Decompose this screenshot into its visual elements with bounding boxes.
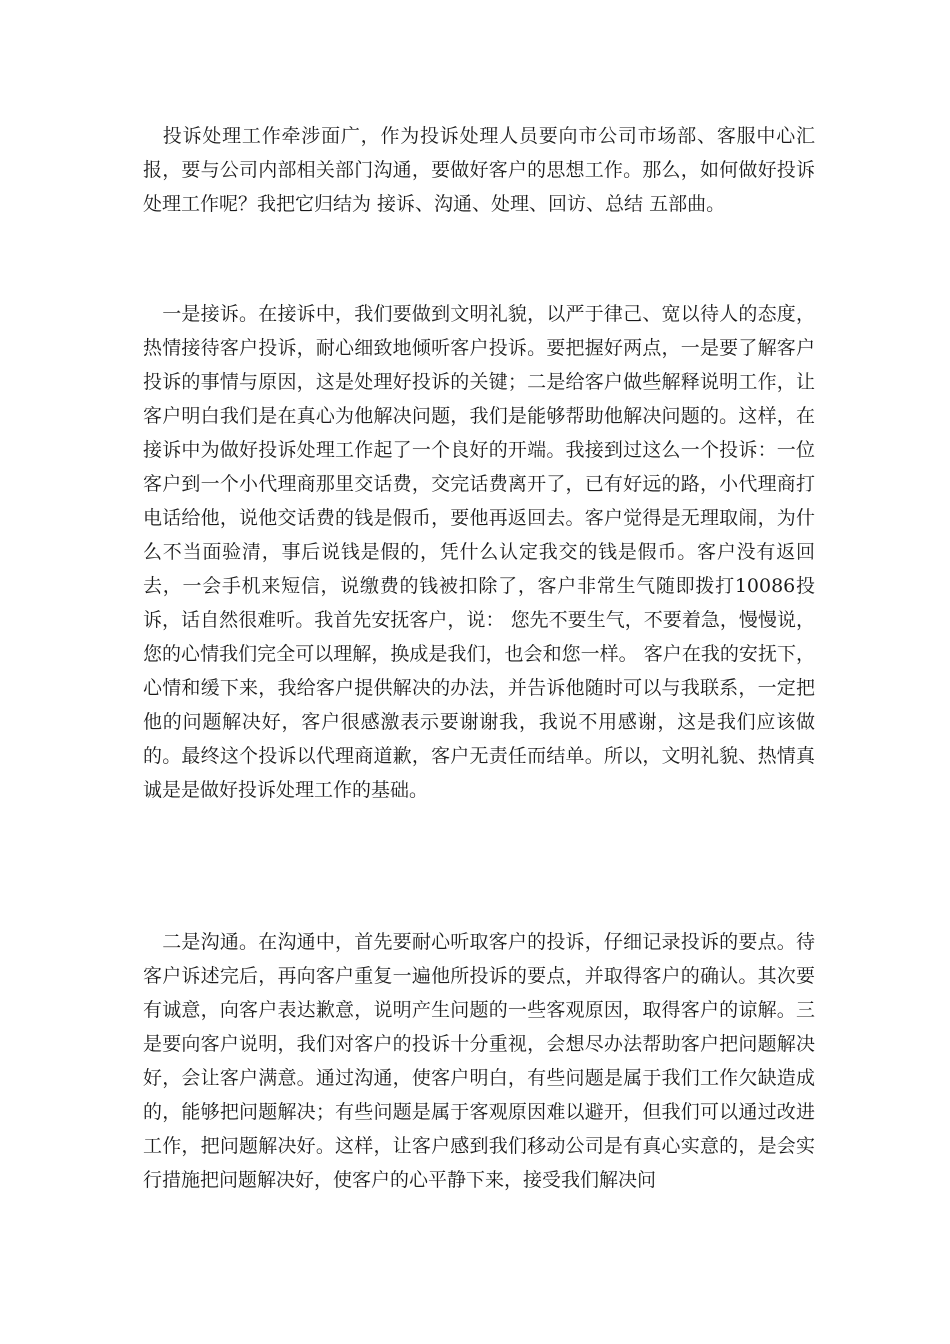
paragraph-intro: 投诉处理工作牵涉面广，作为投诉处理人员要向市公司市场部、客服中心汇报，要与公司内部相关部门沟通，要做好客户的思想工作。那么，如何做好投诉处理工作呢？我把它归结为 接诉、沟通、处理、回访、总结 五部曲。: [143, 125, 815, 215]
paragraph-step-two-communication: 二是沟通。在沟通中，首先要耐心听取客户的投诉，仔细记录投诉的要点。待客户诉述完后，再向客户重复一遍他所投诉的要点，并取得客户的确认。其次要有诚意，向客户表达歉意，说明产生问题的一些客观原因，取得客户的谅解。三是要向客户说明，我们对客户的投诉十分重视，会想尽办法帮助客户把问题解决好，会让客户满意。通过沟通，使客户明白，有些问题是属于我们工作欠缺造成的，能够把问题解决；有些问题是属于客观原因难以避开，但我们可以通过改进工作，把问题解决好。这样，让客户感到我们移动公司是有真心实意的，是会实行措施把问题解决好，使客户的心平静下来，接受我们解决问: [143, 931, 815, 1191]
paragraph-step-one-receive-complaint: 一是接诉。在接诉中，我们要做到文明礼貌，以严于律己、宽以待人的态度，热情接待客户投诉，耐心细致地倾听客户投诉。要把握好两点，一是要了解客户投诉的事情与原因，这是处理好投诉的关键；二是给客户做些解释说明工作，让客户明白我们是在真心为他解决问题，我们是能够帮助他解决问题的。这样，在接诉中为做好投诉处理工作起了一个良好的开端。我接到过这么一个投诉：一位客户到一个小代理商那里交话费，交完话费离开了，已有好远的路，小代理商打电话给他，说他交话费的钱是假币，要他再返回去。客户觉得是无理取闹，为什么不当面验清，事后说钱是假的，凭什么认定我交的钱是假币。客户没有返回去，一会手机来短信，说缴费的钱被扣除了，客户非常生气随即拨打10086投诉，话自然很难听。我首先安抚客户，说： 您先不要生气，不要着急，慢慢说，您的心情我们完全可以理解，换成是我们，也会和您一样。 客户在我的安抚下，心情和缓下来，我给客户提供解决的办法，并告诉他随时可以与我联系，一定把他的问题解决好，客户很感激表示要谢谢我，我说不用感谢，这是我们应该做的。最终这个投诉以代理商道歉，客户无责任而结单。所以，文明礼貌、热情真诚是是做好投诉处理工作的基础。: [143, 303, 815, 801]
